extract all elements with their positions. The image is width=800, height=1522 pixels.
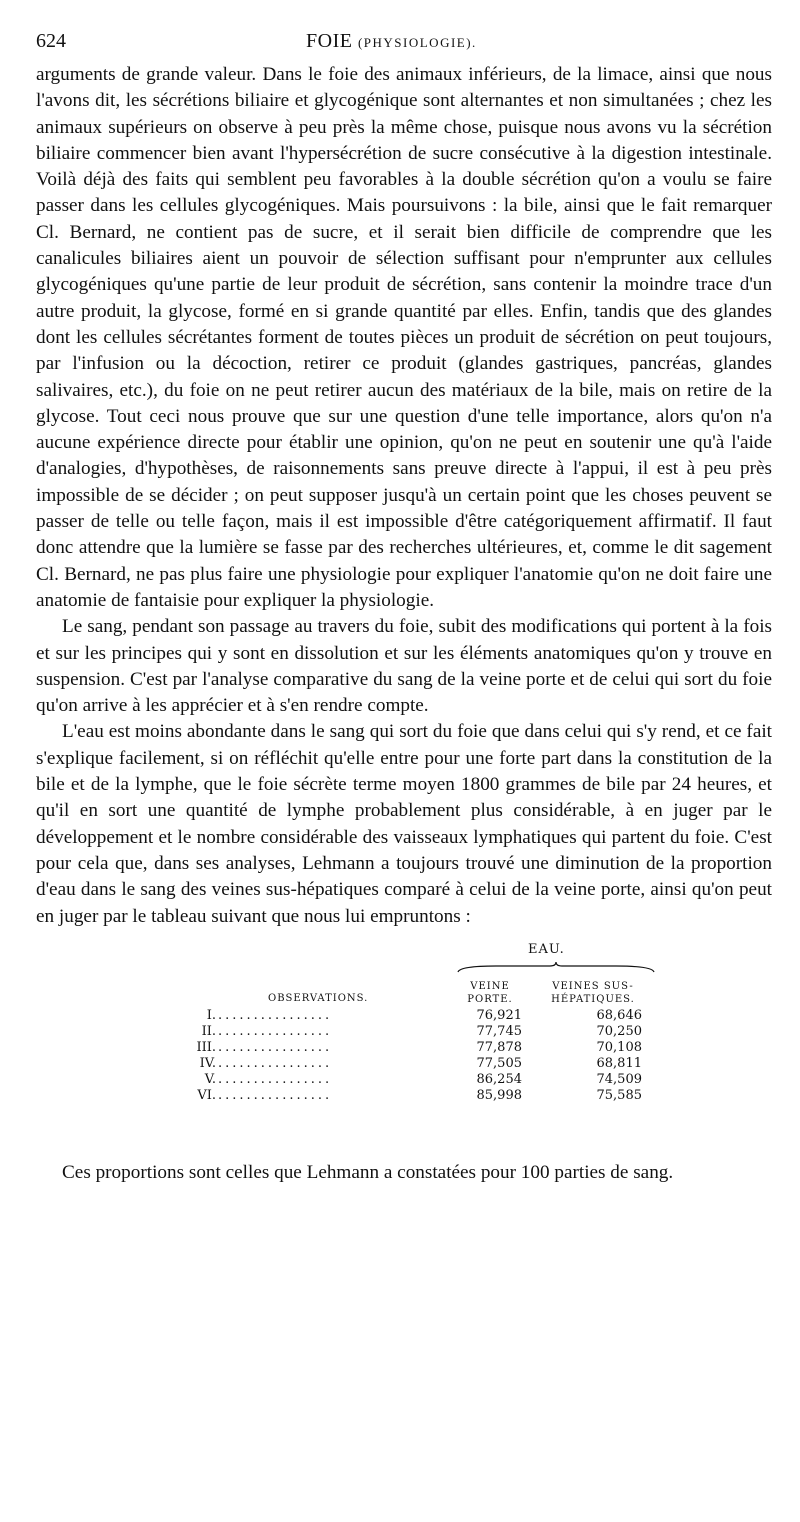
cell-veine-porte: 86,254 <box>476 1071 522 1087</box>
cell-sus-hepatiques: 68,811 <box>596 1055 642 1071</box>
row-number: IV. <box>199 1055 216 1071</box>
row-number: I. <box>206 1007 216 1023</box>
running-head <box>36 30 772 58</box>
paragraph-1: arguments de grande valeur. Dans le foie des animaux inférieurs, de la limace, ainsi que nous l'avons dit, les sécrétions biliaire et glycogénique sont alternantes et non simultanées ; chez les animaux supérieurs on observe à peu près la même chose, puisque nous avons vu la sécrétion biliaire commencer bien avant l'hypersécrétion de sucre consécutive à la digestion intestinale. Voilà déjà des faits qui semblent peu favorables à la double sécrétion qu'on a voulu se faire passer dans les cellules glycogéniques. Mais poursuivons : la bile, ainsi que le fait remarquer Cl. Bernard, ne contient pas de sucre, et il serait bien difficile de comprendre que les canalicules biliaires aient un pouvoir de sélection suffisant pour n'emprunter aux cellules glycogéniques qu'une partie de leur produit de sécrétion, sans contenir la moindre trace d'un autre produit, la glycose, formé en si grande quantité par elles. Enfin, tandis que des glandes dont les cellules sécrétantes forment de toutes pièces un produit de sécrétion on peut toujours, par l'infusion ou la décoction, retirer ce produit (glandes gastriques, pancréas, glandes salivaires, etc.), du foie on ne peut retirer aucun des matériaux de la bile, mais on retire de la glycose. Tout ceci nous prouve que sur une question d'une telle importance, alors qu'on n'a aucune expérience directe pour établir une opinion, qu'on ne peut en soutenir une qu'à l'aide d'analogies, d'hypothèses, de raisonnements sans preuve directe à l'appui, il est à peu près impossible de se décider ; on peut supposer jusqu'à un certain point que les choses peuvent se passer de telle ou telle façon, mais il est impossible d'être catégoriquement affirmatif. Il faut donc attendre que la lumière se fasse par des recherches ultérieures, et, comme le dit sagement Cl. Bernard, ne pas plus faire une physiologie pour expliquer l'anatomie qu'on ne doit faire une anatomie de fantaisie pour expliquer la physiologie. <box>36 64 772 611</box>
cell-veine-porte: 76,921 <box>476 1007 522 1023</box>
row-number: V. <box>204 1071 216 1087</box>
dot-leader: ................ <box>218 1071 333 1087</box>
body-text <box>36 62 772 930</box>
column-header-veines-sus-hepatiques: VEINES SUS-HÉPATIQUES. <box>551 980 635 1005</box>
dot-leader: ................ <box>218 1023 333 1039</box>
paragraph-3: L'eau est moins abondante dans le sang qui sort du foie que dans celui qui s'y rend, et ce fait s'explique facilement, si on réfléchit qu'elle entre pour une forte part dans la constitution de la bile et de la lymphe, que le foie sécrète terme moyen 1800 grammes de bile par 24 heures, et qu'il en sort une quantité de lymphe probablement plus considérable, à en juger par le développement et le nombre considérable des vaisseaux lymphatiques qui partent du foie. C'est pour cela que, dans ses analyses, Lehmann a toujours trouvé une diminution de la proportion d'eau dans le sang des veines sus-hépatiques comparé à celui de la veine porte, ainsi qu'on peut en juger par le tableau suivant que nous lui empruntons : <box>36 721 772 927</box>
header-title <box>306 30 477 53</box>
dot-leader: ................ <box>218 1055 333 1071</box>
cell-veine-porte: 77,505 <box>476 1055 522 1071</box>
page-number: 624 <box>36 30 66 52</box>
header-title-main: FOIE <box>306 30 353 52</box>
closing-paragraph: Ces proportions sont celles que Lehmann a constatées pour 100 parties de sang. <box>62 1161 674 1183</box>
table-row <box>186 1056 666 1072</box>
column-header-observations: OBSERVATIONS. <box>268 992 369 1004</box>
cell-veine-porte: 77,745 <box>476 1023 522 1039</box>
dot-leader: ................ <box>218 1039 333 1055</box>
row-number: VI. <box>197 1087 216 1103</box>
paragraph-2: Le sang, pendant son passage au travers du foie, subit des modifications qui portent à la fois et sur les principes qui y sont en dissolution et sur les éléments anatomiques qu'on y trouve en suspension. C'est par l'analyse comparative du sang de la veine porte et de celui qui sort du foie qu'on arrive à les apprécier et à s'en rendre compte. <box>36 616 772 717</box>
row-number: II. <box>201 1023 216 1039</box>
table-body <box>186 1008 666 1104</box>
brace-divider <box>456 962 656 974</box>
cell-sus-hepatiques: 74,509 <box>596 1071 642 1087</box>
cell-sus-hepatiques: 70,250 <box>596 1023 642 1039</box>
cell-veine-porte: 77,878 <box>476 1039 522 1055</box>
row-number: III. <box>196 1039 216 1055</box>
table-row <box>186 1072 666 1088</box>
cell-sus-hepatiques: 70,108 <box>596 1039 642 1055</box>
column-header-veine-porte: VEINE PORTE. <box>467 980 513 1005</box>
dot-leader: ................ <box>218 1007 333 1023</box>
cell-veine-porte: 85,998 <box>476 1087 522 1103</box>
dot-leader: ................ <box>218 1087 333 1103</box>
cell-sus-hepatiques: 68,646 <box>596 1007 642 1023</box>
header-subtitle: (PHYSIOLOGIE). <box>357 35 477 50</box>
table-row <box>186 1040 666 1056</box>
cell-sus-hepatiques: 75,585 <box>596 1087 642 1103</box>
table-row <box>186 1024 666 1040</box>
table-group-header: EAU. <box>528 941 565 957</box>
table-row <box>186 1008 666 1024</box>
table-row <box>186 1088 666 1104</box>
water-table <box>36 942 772 1152</box>
page <box>36 30 772 1205</box>
